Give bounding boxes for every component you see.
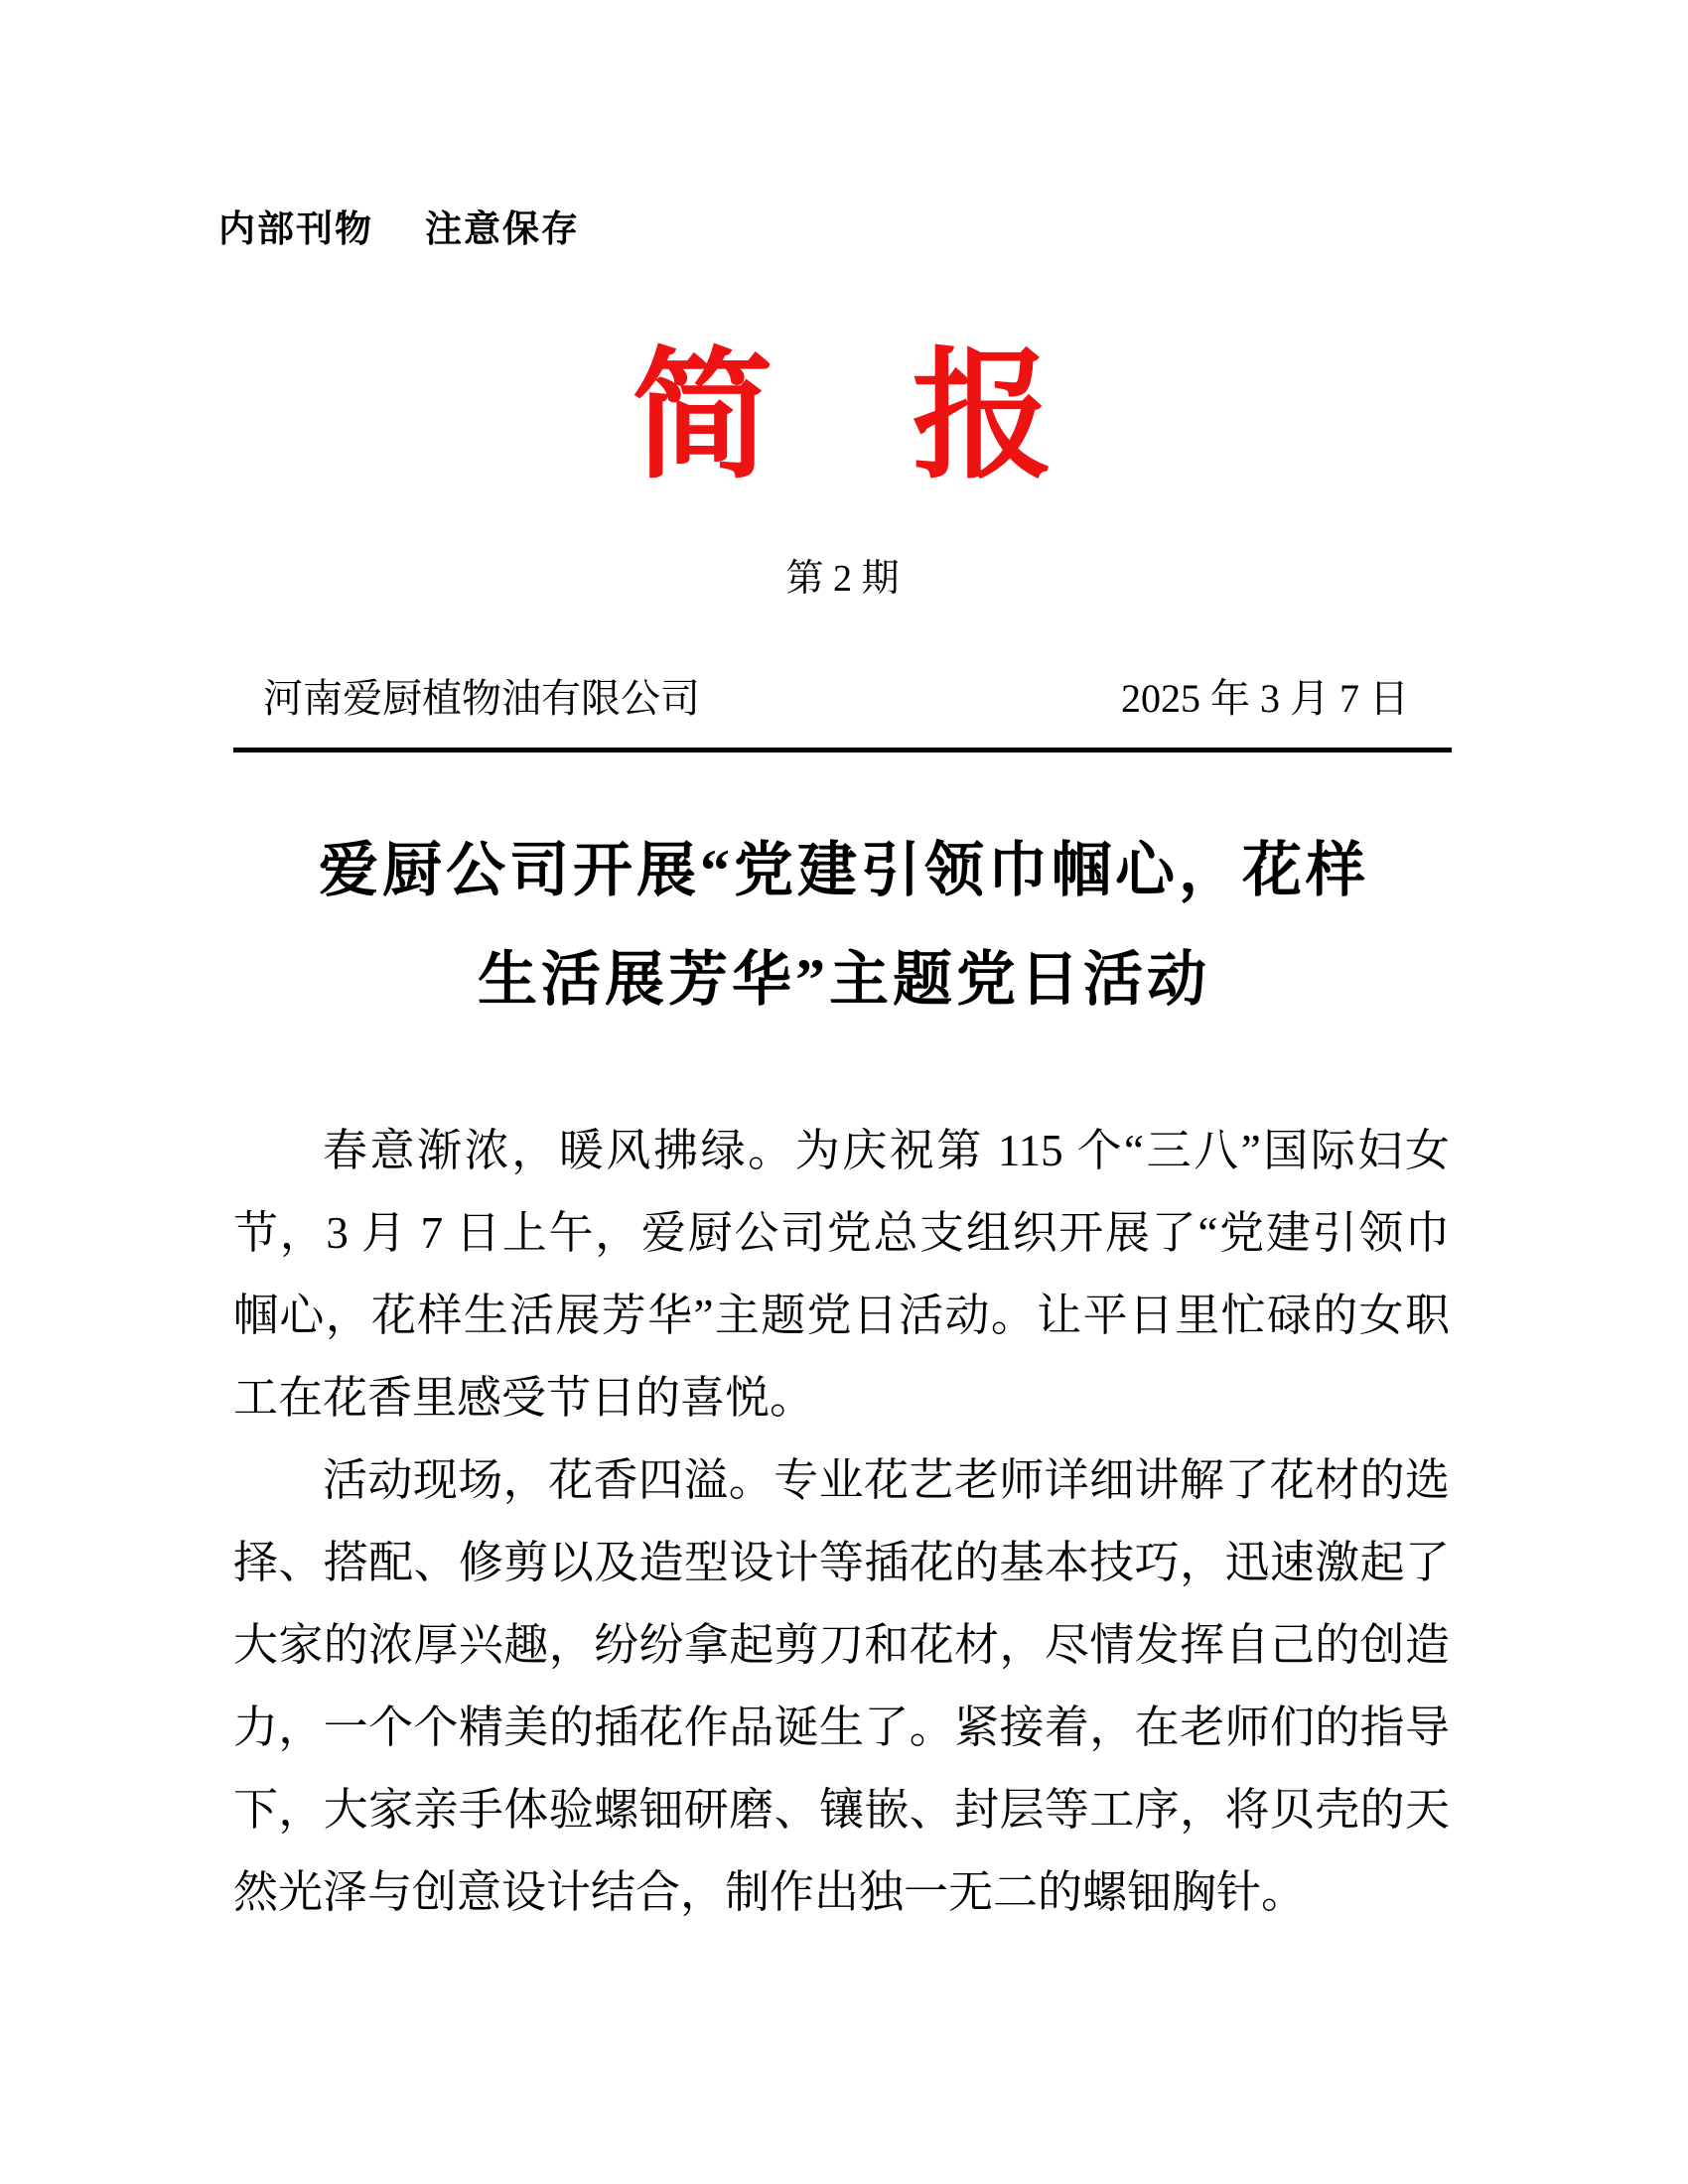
article-headline-line-1: 爱厨公司开展“党建引领巾帼心，花样 — [319, 838, 1369, 903]
meta-row — [233, 673, 1452, 725]
article-body — [233, 1110, 1450, 1934]
organization-name: 河南爱厨植物油有限公司 — [263, 676, 700, 721]
body-line: 然光泽与创意设计结合，制作出独一无二的螺钿胸针。 — [233, 1867, 1307, 1917]
internal-publication-label: 内部刊物 — [218, 208, 373, 249]
body-line: 帼心，花样生活展芳华”主题党日活动。让平日里忙碌的女职 — [233, 1291, 1450, 1340]
divider-rule — [233, 748, 1452, 752]
article-headline-line-2: 生活展芳华”主题党日活动 — [478, 947, 1210, 1013]
body-line: 节，3 月 7 日上午，爱厨公司党总支组织开展了“党建引领巾 — [233, 1208, 1450, 1258]
body-line: 力，一个个精美的插花作品诞生了。紧接着，在老师们的指导 — [233, 1703, 1450, 1752]
publication-date: 2025 年 3 月 7 日 — [1121, 676, 1409, 721]
body-line: 大家的浓厚兴趣，纷纷拿起剪刀和花材，尽情发挥自己的创造 — [233, 1620, 1450, 1670]
keep-for-record-label: 注意保存 — [425, 208, 580, 249]
body-line: 下，大家亲手体验螺钿研磨、镶嵌、封层等工序，将贝壳的天 — [233, 1785, 1450, 1835]
body-line: 活动现场，花香四溢。专业花艺老师详细讲解了花材的选 — [323, 1455, 1450, 1505]
body-line: 工在花香里感受节日的喜悦。 — [233, 1373, 815, 1423]
article-headline — [199, 816, 1489, 1034]
body-line: 择、搭配、修剪以及造型设计等插花的基本技巧，迅速激起了 — [233, 1538, 1450, 1587]
masthead-char-bao: 报 — [912, 339, 1054, 495]
masthead-char-jian: 简 — [632, 339, 774, 495]
body-line: 春意渐浓，暖风拂绿。为庆祝第 115 个“三八”国际妇女 — [323, 1126, 1450, 1175]
bulletin-masthead-title — [233, 339, 1452, 495]
classification-label — [218, 199, 580, 252]
issue-number: 第 2 期 — [785, 558, 900, 600]
